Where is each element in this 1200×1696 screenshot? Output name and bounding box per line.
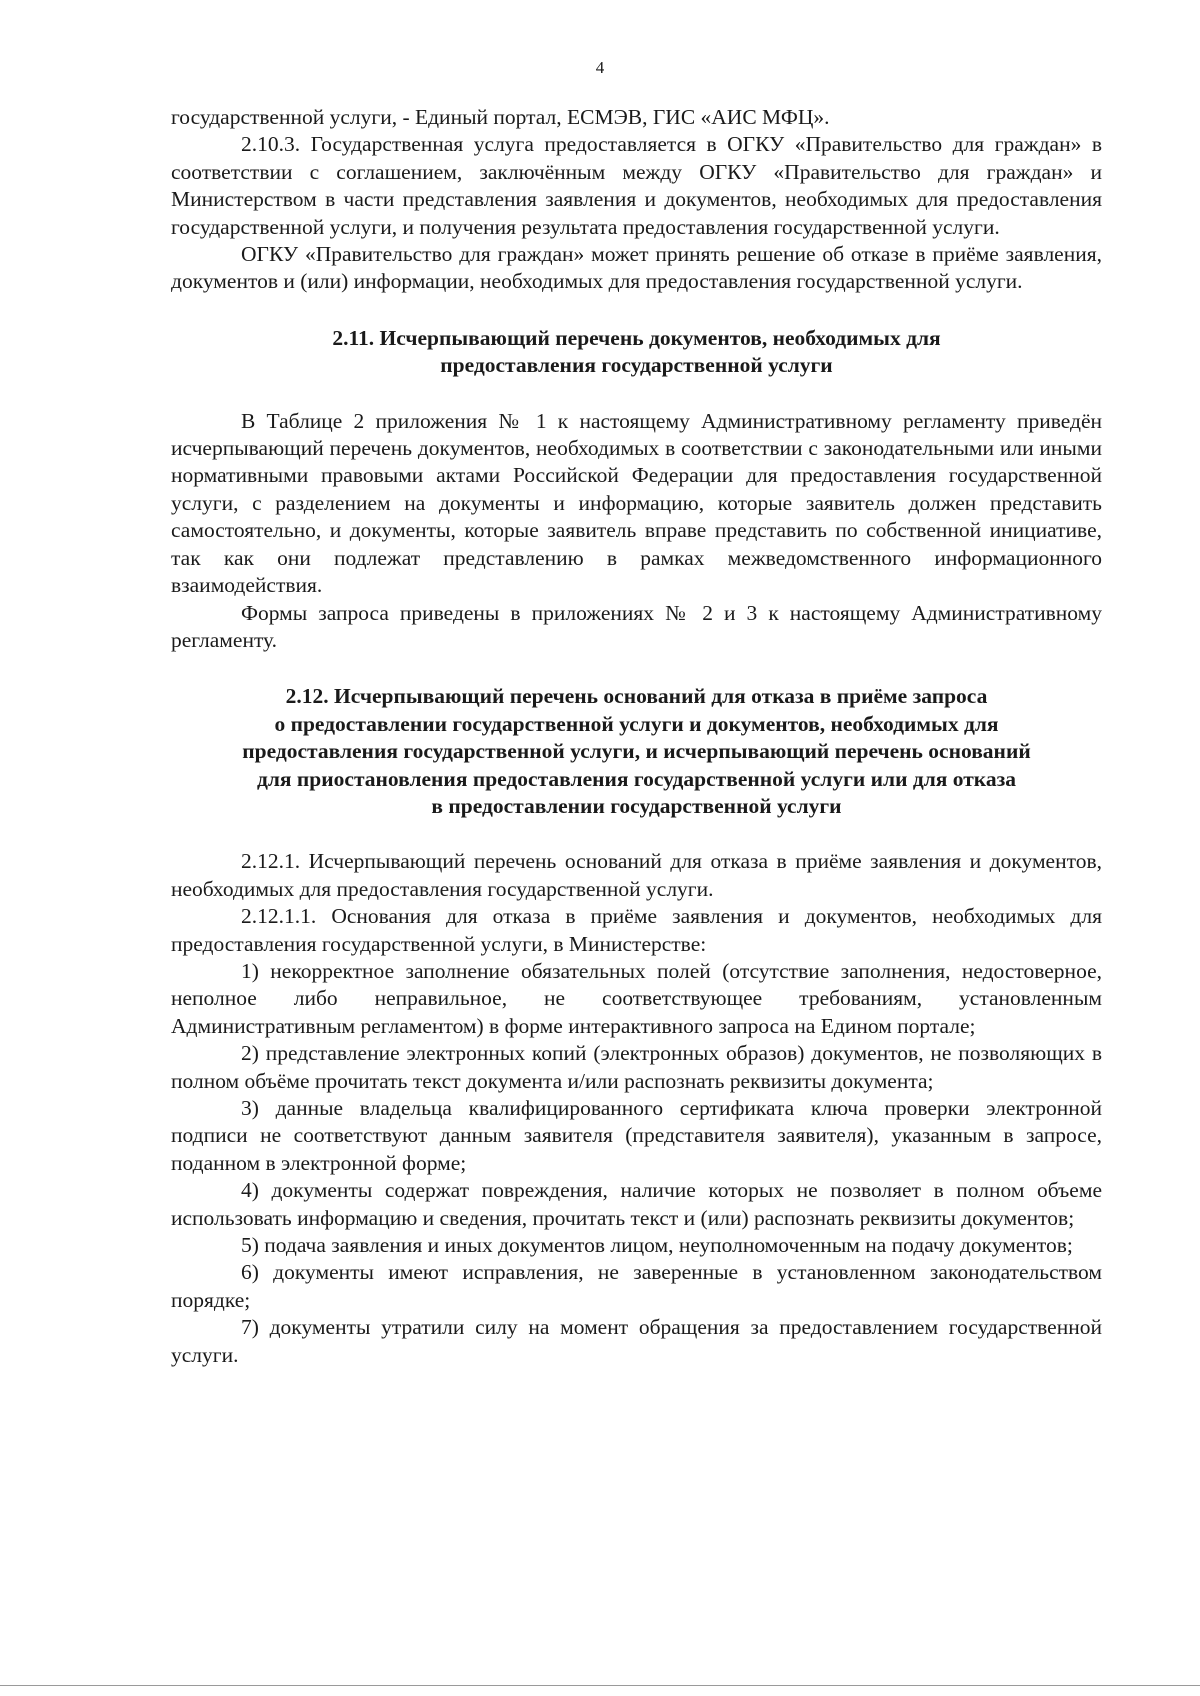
list-item-5: 5) подача заявления и иных документов лицом, неуполномоченным на подачу документов; bbox=[241, 1233, 1073, 1258]
scan-edge-line bbox=[0, 1685, 1200, 1686]
heading-line: 2.11. Исчерпывающий перечень документов, необходимых для bbox=[332, 325, 941, 350]
section-heading-2-12 bbox=[171, 683, 1102, 820]
paragraph-request-forms: Формы запроса приведены в приложениях № 2 и 3 к настоящему Административному регламенту. bbox=[171, 600, 1102, 652]
paragraph-continuation: государственной услуги, - Единый портал, ЕСМЭВ, ГИС «АИС МФЦ». bbox=[171, 105, 830, 129]
heading-line: для приостановления предоставления государственной услуги или для отказа bbox=[256, 766, 1017, 791]
section-heading-2-11 bbox=[171, 325, 1102, 380]
heading-line: предоставления государственной услуги, и исчерпывающий перечень оснований bbox=[242, 739, 1031, 764]
list-item-3: 3) данные владельца квалифицированного сертификата ключа проверки электронной подписи не соответствуют данным заявителя (представителя заявителя), указанным в запросе, поданном в электронной форме; bbox=[171, 1096, 1102, 1175]
list-item-7: 7) документы утратили силу на момент обращения за предоставлением государственной услуги. bbox=[171, 1315, 1102, 1367]
document-body bbox=[171, 104, 1102, 1369]
page-number: 4 bbox=[595, 58, 605, 77]
heading-line: о предоставлении государственной услуги и документов, необходимых для bbox=[274, 711, 999, 736]
list-item-4: 4) документы содержат повреждения, наличие которых не позволяет в полном объеме использовать информацию и сведения, прочитать текст и (или) распознать реквизиты документов; bbox=[171, 1178, 1102, 1230]
heading-line: в предоставлении государственной услуги bbox=[431, 793, 842, 818]
paragraph-2-12-1-1: 2.12.1.1. Основания для отказа в приёме заявления и документов, необходимых для предоставления государственной услуги, в Министерстве: bbox=[171, 904, 1102, 956]
paragraph-refusal-ogku: ОГКУ «Правительство для граждан» может принять решение об отказе в приёме заявления, документов и (или) информации, необходимых для предоставления государственной услуги. bbox=[171, 242, 1102, 294]
paragraph-2-10-3: 2.10.3. Государственная услуга предоставляется в ОГКУ «Правительство для граждан» в соответствии с соглашением, заключённым между ОГКУ «Правительство для граждан» и Министерством в части представления заявления и документов, необходимых для предоставления государственной услуги, и получения результата предоставления государственной услуги. bbox=[171, 132, 1102, 239]
list-item-2: 2) представление электронных копий (электронных образов) документов, не позволяющих в полном объёме прочитать текст документа и/или распознать реквизиты документа; bbox=[171, 1041, 1102, 1093]
list-item-6: 6) документы имеют исправления, не заверенные в установленном законодательством порядке; bbox=[171, 1260, 1102, 1312]
paragraph-2-12-1: 2.12.1. Исчерпывающий перечень оснований для отказа в приёме заявления и документов, необходимых для предоставления государственной услуги. bbox=[171, 849, 1102, 901]
paragraph-table-2: В Таблице 2 приложения № 1 к настоящему Административному регламенту приведён исчерпывающий перечень документов, необходимых в соответствии с законодательными или иными нормативными правовыми актами Российской Федерации для предоставления государственной услуги, с разделением на документы и информацию, которые заявитель должен представить самостоятельно, и документы, которые заявитель вправе представить по собственной инициативе, так как они подлежат представлению в рамках межведомственного информационного взаимодействия. bbox=[171, 408, 1102, 598]
list-item-1: 1) некорректное заполнение обязательных полей (отсутствие заполнения, недостоверное, неполное либо неправильное, не соответствующее требованиям, установленным Административным регламентом) в форме интерактивного запроса на Едином портале; bbox=[171, 958, 1102, 1038]
heading-line: 2.12. Исчерпывающий перечень оснований для отказа в приёме запроса bbox=[285, 684, 988, 709]
heading-line: предоставления государственной услуги bbox=[440, 353, 833, 378]
